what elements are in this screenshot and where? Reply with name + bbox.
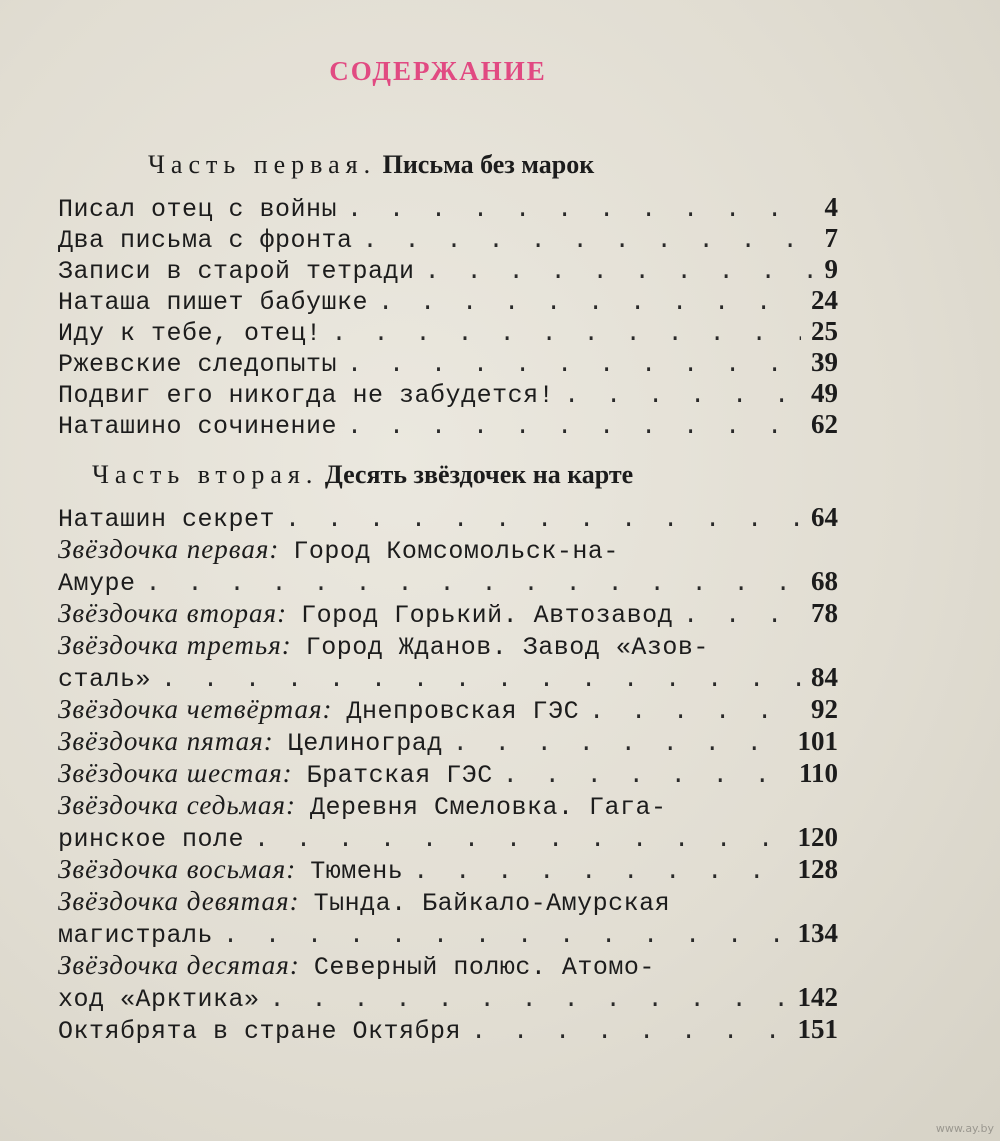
entry-page-number: 101 [797, 726, 838, 756]
entry-title: Северный полюс. Атомо- [313, 953, 655, 982]
toc-entry [58, 982, 838, 1014]
toc-entry [58, 822, 838, 854]
toc-entry [58, 254, 838, 286]
toc-entry [58, 726, 838, 758]
toc-entry [58, 854, 838, 886]
entry-title: магистраль [58, 921, 214, 950]
toc-entry [58, 502, 838, 534]
entry-page-number: 7 [824, 223, 838, 253]
entry-page-number: 68 [811, 566, 838, 596]
entry-title: Наташин секрет [58, 505, 276, 534]
toc-entry [58, 316, 838, 348]
entry-page-number: 120 [797, 822, 838, 852]
entry-page-number: 64 [811, 502, 838, 532]
dot-leader [683, 601, 801, 630]
toc-entry [58, 409, 838, 441]
entry-page-number: 110 [798, 758, 838, 788]
entry-title: Записи в старой тетради [58, 257, 415, 286]
dot-leader [589, 697, 801, 726]
dot-leader [453, 729, 788, 758]
entry-italic-prefix: Звёздочка шестая: [58, 758, 293, 788]
entry-page-number: 24 [811, 285, 838, 315]
toc-entry [58, 285, 838, 317]
entry-page-number: 4 [824, 192, 838, 222]
toc-entry [58, 790, 838, 822]
entry-page-number: 84 [811, 662, 838, 692]
dot-leader [254, 825, 787, 854]
entry-title: сталь» [58, 665, 152, 694]
entry-page-number: 25 [811, 316, 838, 346]
entry-title: Город Комсомольск-на- [293, 537, 619, 566]
toc-entry [58, 950, 838, 982]
toc-entry [58, 192, 838, 224]
entry-title: Амуре [58, 569, 136, 598]
entry-italic-prefix: Звёздочка десятая: [58, 950, 300, 980]
entry-title: Целиноград [287, 729, 443, 758]
dot-leader [347, 195, 814, 224]
dot-leader [223, 921, 787, 950]
toc-entry [58, 758, 838, 790]
toc-entry [58, 1014, 838, 1046]
part-label: Часть первая. [148, 150, 377, 179]
entry-italic-prefix: Звёздочка девятая: [58, 886, 300, 916]
toc-entry [58, 223, 838, 255]
toc-entry [58, 378, 838, 410]
toc-entry [58, 598, 838, 630]
entry-title: ринское поле [58, 825, 245, 854]
entry-title: Ржевские следопыты [58, 350, 338, 379]
part-name: Письма без марок [382, 150, 595, 179]
entry-title: Тюмень [310, 857, 404, 886]
entry-italic-prefix: Звёздочка первая: [58, 534, 280, 564]
page-title: СОДЕРЖАНИЕ [329, 56, 547, 86]
entry-page-number: 92 [811, 694, 838, 724]
entry-title: Город Горький. Автозавод [301, 601, 674, 630]
entry-title: Два письма с фронта [58, 226, 353, 255]
entry-italic-prefix: Звёздочка пятая: [58, 726, 274, 756]
entry-title: Город Жданов. Завод «Азов- [305, 633, 709, 662]
dot-leader [378, 288, 801, 317]
entry-page-number: 49 [811, 378, 838, 408]
part-heading-2 [92, 460, 633, 490]
part-name: Десять звёздочек на карте [324, 460, 634, 489]
part-label: Часть вторая. [92, 460, 319, 489]
entry-italic-prefix: Звёздочка седьмая: [58, 790, 296, 820]
entry-title: ход «Арктика» [58, 985, 260, 1014]
toc-entry [58, 886, 838, 918]
entry-page-number: 142 [797, 982, 838, 1012]
dot-leader [425, 257, 815, 286]
entry-page-number: 128 [797, 854, 838, 884]
dot-leader [146, 569, 801, 598]
dot-leader [471, 1017, 787, 1046]
entry-page-number: 78 [811, 598, 838, 628]
toc-entry [58, 566, 838, 598]
entry-title: Тында. Байкало-Амурская [313, 889, 671, 918]
entry-page-number: 9 [824, 254, 838, 284]
dot-leader [564, 381, 801, 410]
toc-entry [58, 662, 838, 694]
entry-title: Подвиг его никогда не забудется! [58, 381, 555, 410]
dot-leader [161, 665, 801, 694]
part-heading-1 [148, 150, 594, 180]
toc-entry [58, 630, 838, 662]
entry-italic-prefix: Звёздочка восьмая: [58, 854, 297, 884]
toc-entry [58, 694, 838, 726]
dot-leader [332, 319, 801, 348]
dot-leader [363, 226, 815, 255]
dot-leader [347, 350, 801, 379]
entry-title: Наташа пишет бабушке [58, 288, 369, 317]
entry-title: Писал отец с войны [58, 195, 338, 224]
entry-title: Октябрята в стране Октября [58, 1017, 462, 1046]
dot-leader [270, 985, 788, 1014]
dot-leader [347, 412, 801, 441]
entry-italic-prefix: Звёздочка вторая: [58, 598, 288, 628]
dot-leader [503, 761, 789, 790]
entry-page-number: 62 [811, 409, 838, 439]
entry-italic-prefix: Звёздочка третья: [58, 630, 292, 660]
toc-entry [58, 347, 838, 379]
entry-page-number: 134 [797, 918, 838, 948]
dot-leader [413, 857, 787, 886]
entry-page-number: 151 [797, 1014, 838, 1044]
entry-title: Днепровская ГЭС [346, 697, 580, 726]
entry-title: Деревня Смеловка. Гага- [309, 793, 667, 822]
watermark: www.ay.by [935, 1122, 994, 1135]
entry-title: Иду к тебе, отец! [58, 319, 322, 348]
toc-entry [58, 534, 838, 566]
dot-leader [285, 505, 801, 534]
entry-title: Братская ГЭС [306, 761, 493, 790]
entry-italic-prefix: Звёздочка четвёртая: [58, 694, 333, 724]
entry-page-number: 39 [811, 347, 838, 377]
toc-entry [58, 918, 838, 950]
entry-title: Наташино сочинение [58, 412, 338, 441]
